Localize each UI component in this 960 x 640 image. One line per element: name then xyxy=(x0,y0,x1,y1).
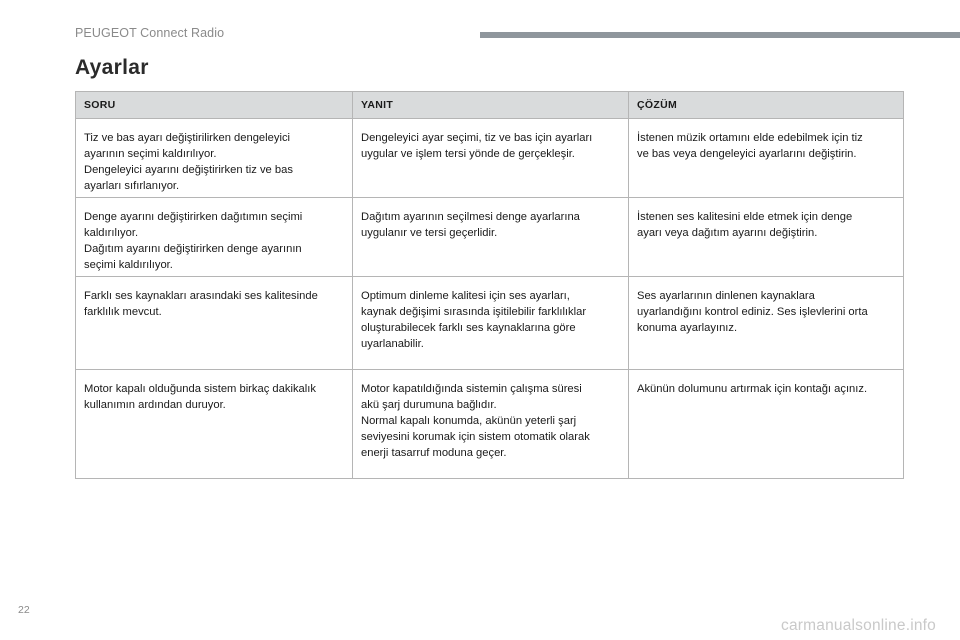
cell-cozum xyxy=(629,277,904,370)
cell-yanit xyxy=(353,119,629,198)
cell-yanit xyxy=(353,277,629,370)
table-header-row xyxy=(76,92,904,119)
column-header-cozum: ÇÖZÜM xyxy=(629,92,904,119)
cell-line: Motor kapatıldığında sistemin çalışma süresi xyxy=(361,383,582,395)
cell-line: konuma ayarlayınız. xyxy=(637,322,738,334)
column-header-yanit: YANIT xyxy=(353,92,629,119)
cell-line: kaynak değişimi sırasında işitilebilir farklılıklar xyxy=(361,306,587,318)
cell-line: Akünün dolumunu artırmak için kontağı açınız. xyxy=(637,383,868,395)
cell-line: Motor kapalı olduğunda sistem birkaç dakikalık xyxy=(84,383,316,395)
header-text: PEUGEOT Connect Radio xyxy=(75,26,225,40)
cell-line: farklılık mevcut. xyxy=(84,306,162,318)
table-row xyxy=(76,277,904,370)
page-title: Ayarlar xyxy=(75,56,149,79)
cell-line: İstenen ses kalitesini elde etmek için denge xyxy=(637,211,853,223)
cell-cozum xyxy=(629,119,904,198)
cell-line: Dengeleyici ayarını değiştirirken tiz ve bas xyxy=(84,164,293,176)
cell-yanit xyxy=(353,198,629,277)
column-header-soru: SORU xyxy=(76,92,353,119)
cell-soru xyxy=(76,370,353,479)
cell-line: ayarı veya dağıtım ayarını değiştirin. xyxy=(637,227,818,239)
table-row xyxy=(76,370,904,479)
cell-line: ve bas veya dengeleyici ayarlarını değiştirin. xyxy=(637,148,857,160)
cell-line: uygulanır ve tersi geçerlidir. xyxy=(361,227,498,239)
table-row xyxy=(76,198,904,277)
cell-line: Dengeleyici ayar seçimi, tiz ve bas için ayarları xyxy=(361,132,593,144)
cell-line: Dağıtım ayarının seçilmesi denge ayarlarına xyxy=(361,211,580,223)
cell-line: seviyesini korumak için sistem otomatik olarak xyxy=(361,431,590,443)
cell-line: enerji tasarruf moduna geçer. xyxy=(361,447,507,459)
cell-line: Ses ayarlarının dinlenen kaynaklara xyxy=(637,290,815,302)
cell-line: uyarlandığını kontrol ediniz. Ses işlevlerini orta xyxy=(637,306,868,318)
cell-line: seçimi kaldırılıyor. xyxy=(84,259,173,271)
cell-line: kullanımın ardından duruyor. xyxy=(84,399,226,411)
cell-cozum xyxy=(629,370,904,479)
cell-line: Farklı ses kaynakları arasındaki ses kalitesinde xyxy=(84,290,318,302)
cell-yanit xyxy=(353,370,629,479)
cell-soru xyxy=(76,119,353,198)
cell-line: akü şarj durumuna bağlıdır. xyxy=(361,399,497,411)
cell-line: Tiz ve bas ayarı değiştirilirken dengeleyici xyxy=(84,132,291,144)
page-number: 22 xyxy=(18,604,30,616)
cell-line: kaldırılıyor. xyxy=(84,227,139,239)
cell-line: ayarları sıfırlanıyor. xyxy=(84,180,180,192)
cell-line: Denge ayarını değiştirirken dağıtımın seçimi xyxy=(84,211,303,223)
cell-cozum xyxy=(629,198,904,277)
cell-line: Normal kapalı konumda, akünün yeterli şarj xyxy=(361,415,577,427)
cell-line: ayarının seçimi kaldırılıyor. xyxy=(84,148,217,160)
cell-line: uygular ve işlem tersi yönde de gerçekleşir. xyxy=(361,148,575,160)
cell-soru xyxy=(76,198,353,277)
header-bar xyxy=(480,32,960,38)
cell-line: oluşturabilecek farklı ses kaynaklarına göre xyxy=(361,322,576,334)
cell-line: Optimum dinleme kalitesi için ses ayarları, xyxy=(361,290,570,302)
cell-line: Dağıtım ayarını değiştirirken denge ayarının xyxy=(84,243,302,255)
cell-soru xyxy=(76,277,353,370)
cell-line: uyarlanabilir. xyxy=(361,338,424,350)
table-row xyxy=(76,119,904,198)
cell-line: İstenen müzik ortamını elde edebilmek için tiz xyxy=(637,132,863,144)
faq-table xyxy=(75,91,904,479)
watermark: carmanualsonline.info xyxy=(781,617,936,634)
